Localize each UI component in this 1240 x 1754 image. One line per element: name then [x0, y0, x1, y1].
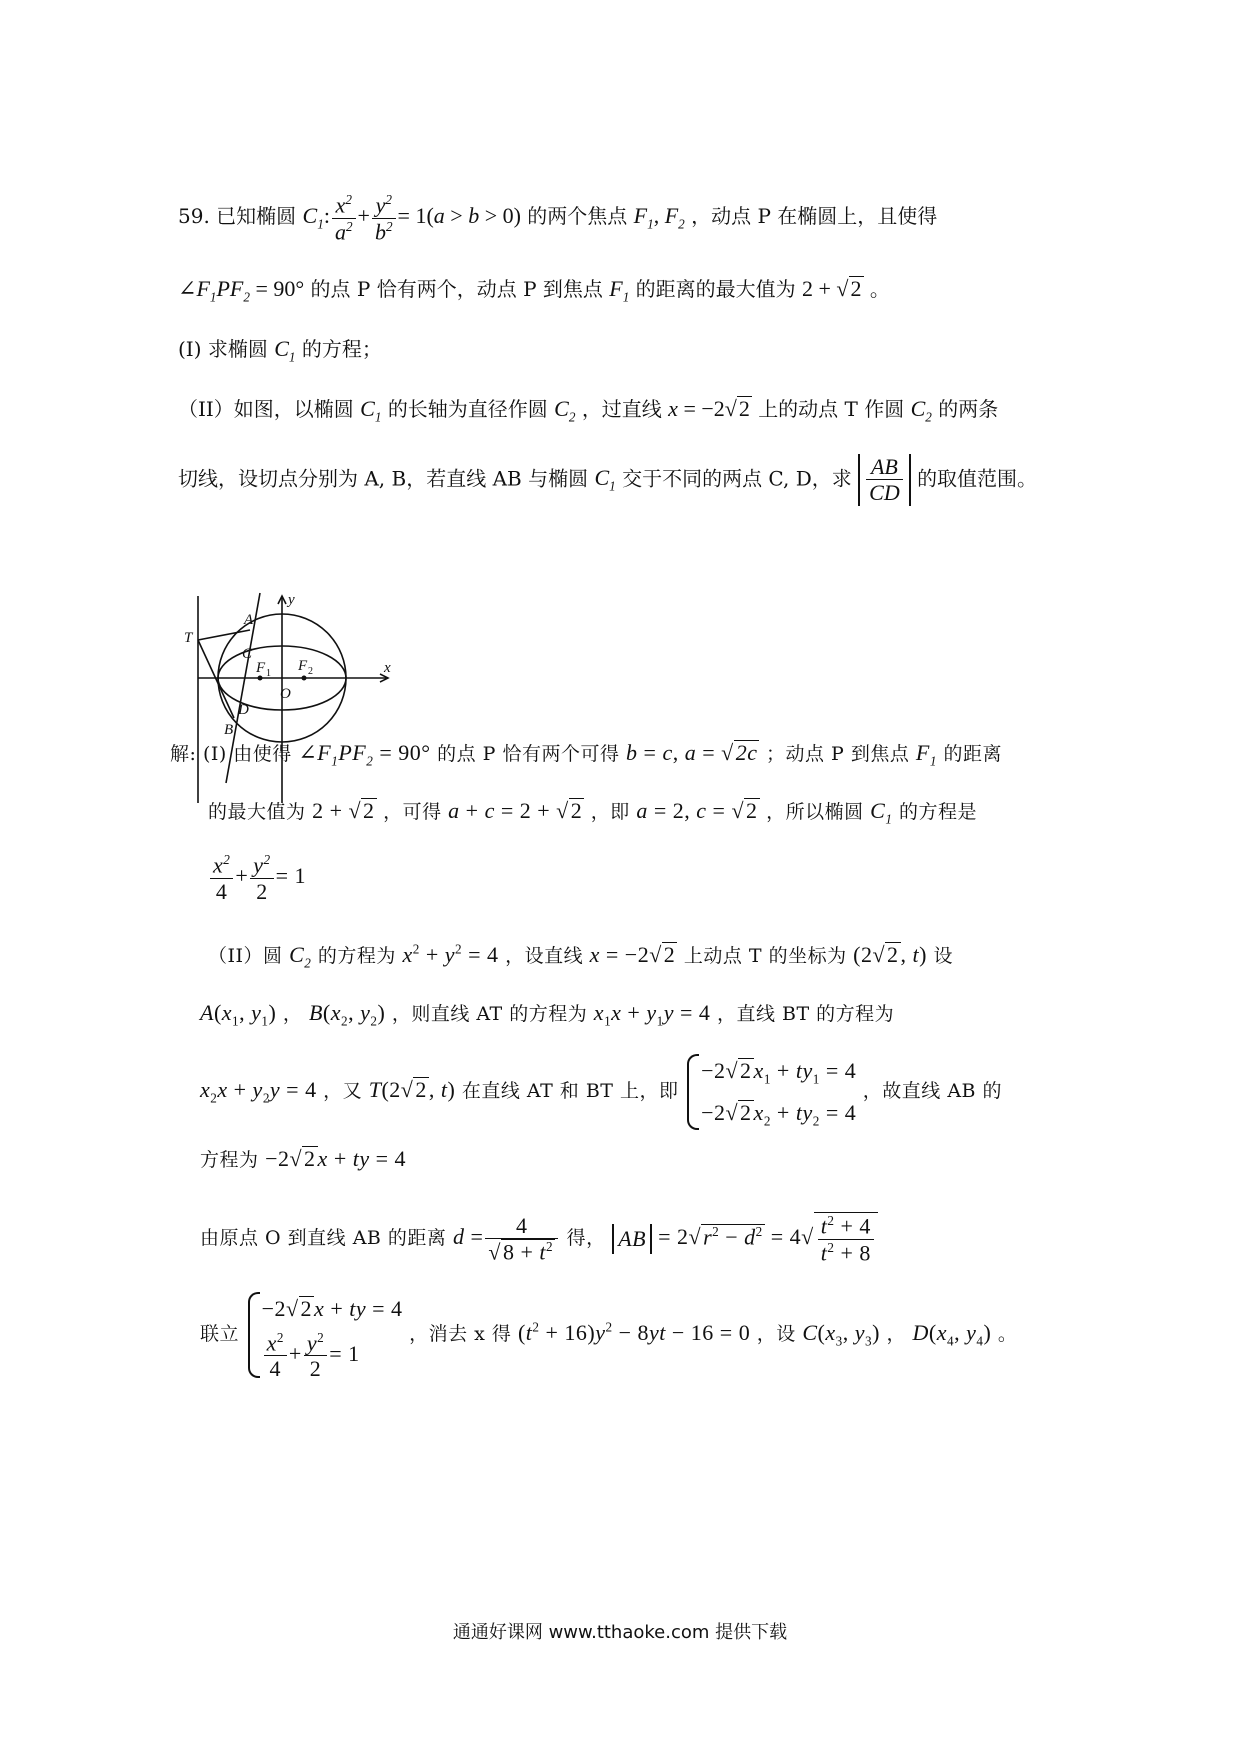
label-B: B — [224, 722, 234, 738]
label-D: D — [238, 702, 249, 718]
solution-line-4: （II）圆 $C_2$ 的方程为 $x^2 + y^2 = 4$ ，设直线 x = −2√2 上动点 T 的坐标为 (2√2, t) 设 — [208, 941, 954, 971]
label-F2-sub: 2 — [308, 666, 313, 677]
label-y: y — [288, 592, 295, 608]
problem-line-1: 59. 已知椭圆 $C_1$: $\frac{x^2}{a^2}$ + $\frac{y^2}{b^2}$ = 1(a > b > 0) 的两个焦点 $F_1$, $F_2$ ，动点 P 在椭圆上，且使得 — [178, 192, 938, 244]
problem-number: 59. — [178, 204, 210, 229]
part-2-question-line-1: （II）如图，以椭圆 $C_1$ 的长轴为直径作圆 $C_2$ ，过直线 x = −2√2 上的动点 T 作圆 $C_2$ 的两条 — [178, 396, 999, 425]
solution-line-7: 方程为 −2√2x + ty = 4 — [200, 1146, 407, 1171]
label-O: O — [280, 686, 291, 702]
label-C: C — [242, 646, 253, 662]
label-F1-sub: 1 — [266, 668, 271, 679]
system-at-bt: $-2√2x_1 + ty_1 = 4$ $-2√2x_2 + ty_2 = 4$ — [685, 1050, 856, 1134]
part-1-question: (I) 求椭圆 $C_1$ 的方程； — [178, 336, 382, 365]
label-F1: F — [256, 660, 266, 676]
solution-line-9: 联立 −2√2x + ty = 4 $\frac{x^2}{4}$ + $\frac{y^2}{2}$ = 1 ，消去 x 得 $(t^2 + 16)y^2 - 8yt - 16 = 0$ ，设 $C(x_3$, $y_3$) ， $D(x_4$, $y_4$) 。 — [200, 1288, 1017, 1382]
solution-line-2: 的最大值为 2 + √2 ，可得 a + c = 2 + √2 ，即 a = 2, c = √2 ，所以椭圆 $C_1$ 的方程是 — [208, 798, 977, 827]
focus-f1 — [258, 676, 263, 681]
page-footer: 通通好课网 www.tthaoke.com 提供下载 — [452, 1622, 788, 1643]
solution-line-5: $A(x_1$, $y_1$) ， $B(x_2$, $y_2$) ，则直线 AT 的方程为 $x_1x + y_1y = 4$ ，直线 BT 的方程为 — [200, 1000, 895, 1029]
label-x: x — [384, 660, 391, 676]
solution-line-1: 解: (I) 由使得 $\angle F_1PF_2 = 90^\circ$ 的点 P 恰有两个可得 b = c, a = √2c ；动点 P 到焦点 $F_1$ 的距离 — [170, 740, 1003, 769]
focus-f2 — [302, 676, 307, 681]
ellipse-circle-figure — [178, 588, 438, 818]
solution-ellipse-equation: $\frac{x^2}{4}$ + $\frac{y^2}{2}$ = 1 — [208, 852, 306, 904]
part-2-question-line-2: 切线，设切点分别为 A, B，若直线 AB 与椭圆 $C_1$ 交于不同的两点 C, D，求 $\frac{AB}{CD}$ 的取值范围。 — [178, 454, 1038, 506]
tangent-TA — [198, 630, 250, 640]
problem-line-2: $\angle F_1PF_2 = 90^\circ$ 的点 P 恰有两个，动点 P 到焦点 $F_1$ 的距离的最大值为 2 + √2 。 — [178, 276, 890, 305]
label-A: A — [244, 612, 254, 628]
label-F2: F — [298, 658, 308, 674]
solution-line-8: 由原点 O 到直线 AB 的距离 d = $\frac{4}{√8 + t^2}$ 得， AB = $2√r^2 - d^2 = 4√$ $\frac{t^2 + 4}{t^2 + 8}$ — [200, 1212, 878, 1265]
solution-line-6: $x_2x + y_2y = 4$ ，又 T(2√2, t) 在直线 AT 和 BT 上，即 $-2√2x_1 + ty_1 = 4$ $-2√2x_2 + ty_2 = 4$ ，故直线 AB 的 — [200, 1050, 1002, 1134]
system-line-ellipse: −2√2x + ty = 4 $\frac{x^2}{4}$ + $\frac{y^2}{2}$ = 1 — [246, 1288, 403, 1382]
tangent-TB — [198, 640, 234, 718]
label-T: T — [184, 630, 193, 646]
ellipse-equation: $C_1$: $\frac{x^2}{a^2}$ + $\frac{y^2}{b^2}$ = 1(a > b > 0) — [302, 192, 521, 244]
